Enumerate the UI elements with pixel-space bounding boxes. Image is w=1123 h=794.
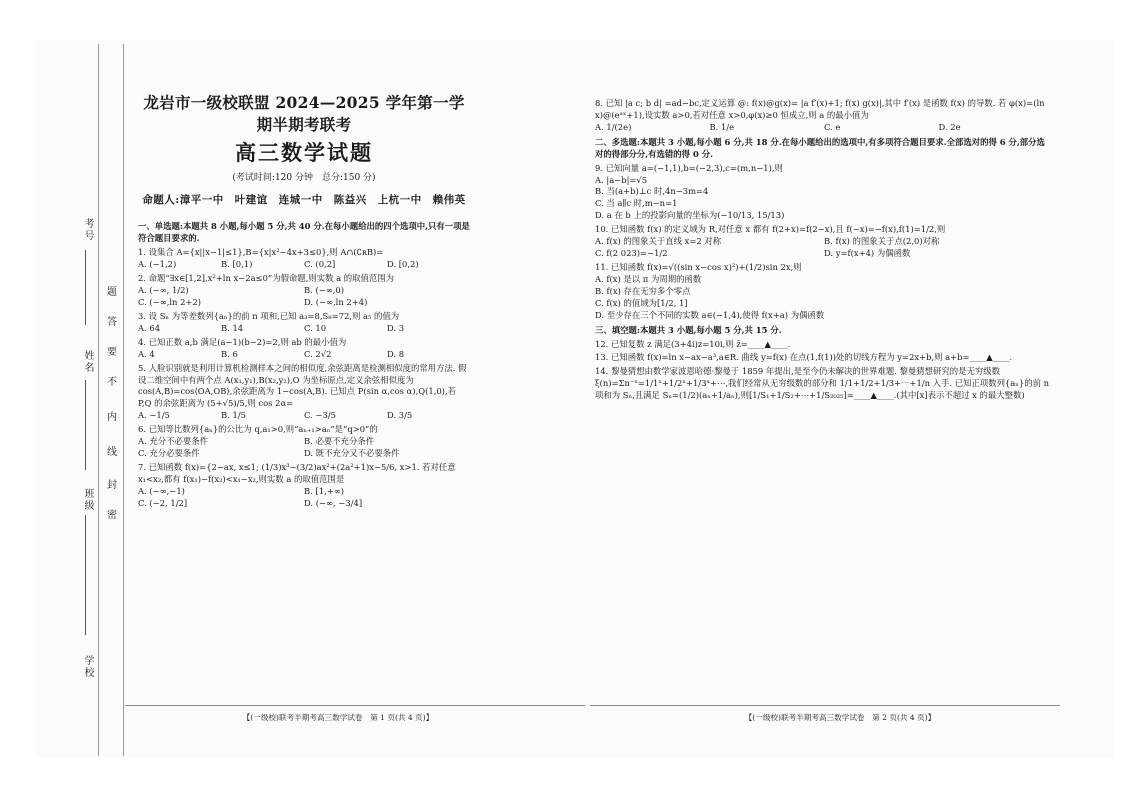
question-3 [138, 311, 470, 335]
question-stem: 5. 人脸识别就是利用计算机检测样本之间的相似度,余弦距离是检测相似度的常用方法. 假设二维空间中有两个点 A(x₁,y₁),B(x₂,y₂),O 为坐标原点,定义余弦相似度为 cos(A,B)=cos⟨OA,OB⟩,余弦距离为 1−cos(A,B). 已知点 P(sin α,cos α),Q(1,0),若 P,Q 的余弦距离为 (5+√5)/5,则 cos 2α= [138, 362, 467, 409]
question-stem: 2. 命题“∃x∈[1,2],x²+ln x−2a≤0”为假命题,则实数 a 的取值范围为 [138, 273, 395, 284]
page1-footer-rule [125, 705, 585, 706]
page2-footer: 【(一级校)联考半期考高三数学试卷 第 2 页(共 4 页)】 [744, 713, 936, 722]
option-b: B. 14 [221, 322, 244, 333]
option-row [138, 323, 470, 335]
option-c: C. e [824, 121, 841, 132]
question-14: 14. 黎曼猜想由数学家波恩哈德·黎曼于 1859 年提出,是至今仍未解决的世界难题. 黎曼猜想研究的是无穷级数 ξ(n)=Σn⁻ˣ=1/1ˣ+1/2ˣ+1/3ˣ+⋯,我们经常从无穷级数的部分和 1/1+1/2+1/3+⋯+1/n 入手. 已知正项数列{aₙ}的前 n 项和为 Sₙ,且满足 Sₙ=(1/2)(aₙ+1/aₙ),则[1/S₁+1/S₂+⋯+1/S₂₀₂₅]=____▲____.(其中[x]表示不超过 x 的最大整数) [595, 366, 1050, 401]
seal-char: 题 [107, 287, 117, 298]
option-c: C. 充分必要条件 [138, 448, 200, 459]
page-title: 高三数学试题 [235, 140, 373, 165]
seal-char: 内 [107, 412, 117, 423]
option-d: D. y=f(x+4) 为偶函数 [824, 248, 911, 259]
option-row [138, 285, 470, 309]
option-row [138, 486, 470, 510]
option-c: C. 2√2 [304, 348, 332, 359]
name-label: 姓名 [82, 350, 93, 374]
seal-char: 不 [107, 377, 117, 388]
option-b: B. [1,+∞) [304, 485, 344, 496]
page2-footer-rule [590, 705, 1060, 706]
question-9 [595, 163, 1053, 223]
option-b: B. [0,1) [221, 259, 253, 270]
question-5 [138, 363, 470, 423]
binding-line-outer [98, 44, 99, 756]
option-c: C. −3/5 [304, 410, 336, 421]
question-stem: 3. 设 Sₙ 为等差数列{aₙ}的前 n 项和,已知 a₃=8,S₈=72,则 a₅ 的值为 [138, 310, 400, 321]
option-a: A. |a−b|=√5 [595, 174, 648, 185]
question-stem: 8. 已知 |a c; b d| =ad−bc,定义运算 @: f(x)@g(x)= |a f′(x)+1; f(x) g(x)|,其中 f′(x) 是函数 f(x) 的导数. 若 φ(x)=(ln x)@(eᵃˣ+1),设实数 a>0,若对任意 x>0,φ(x)≥0 恒成立,则 a 的最小值为 [595, 98, 1045, 120]
option-d: D. 既不充分又不必要条件 [304, 448, 400, 459]
option-b: B. 必要不充分条件 [304, 436, 375, 447]
option-d: D. a 在 b 上的投影向量的坐标为(−10/13, 15/13) [595, 210, 785, 221]
question-stem: 7. 已知函数 f(x)={2−ax, x≤1; (1/3)x³−(3/2)ax²+(2a²+1)x−5/6, x>1. 若对任意 x₁<x₂,都有 f(x₁)−f(x₂)<x₁−x₂,则实数 a 的取值范围是 [138, 462, 456, 484]
option-c: C. 10 [304, 322, 327, 333]
page1-column [138, 92, 470, 510]
option-a: A. 1/(2e) [595, 121, 632, 132]
option-d: D. (−∞,ln 2+4) [304, 297, 368, 308]
question-7 [138, 462, 470, 510]
question-12: 12. 已知复数 z 满足(3+4i)z=10i,则 z̄=____▲____. [595, 338, 791, 349]
authors: 命题人:漳平一中 叶建谊 连城一中 陈益兴 上杭一中 赖伟英 [142, 193, 466, 206]
option-row [138, 349, 470, 361]
option-d: D. [0,2) [387, 259, 419, 270]
option-d: D. 8 [387, 348, 405, 359]
question-4 [138, 337, 470, 361]
question-stem: 1. 设集合 A={x||x−1|≤1},B={x|x²−4x+3≤0},则 A∩(∁ʀB)= [138, 247, 384, 258]
question-stem: 6. 已知等比数列{aₙ}的公比为 q,a₁>0,则“aₙ₊₁>aₙ”是“q>0”的 [138, 424, 378, 435]
school-label: 学校 [82, 655, 93, 679]
option-a: A. (−1,2) [138, 259, 177, 270]
option-a: A. 64 [138, 322, 161, 333]
binding-line-inner [123, 44, 124, 756]
class-blank [85, 515, 86, 635]
option-c: C. (−∞,ln 2+2) [138, 297, 202, 308]
question-stem: 9. 已知向量 a=(−1,1),b=(−2,3),c=(m,n−1),则 [595, 162, 783, 173]
option-d: D. 3 [387, 322, 405, 333]
question-1 [138, 247, 470, 271]
option-row [595, 122, 1053, 134]
option-b: B. 6 [221, 348, 238, 359]
option-d: D. 2e [938, 121, 961, 132]
option-row [595, 236, 1053, 260]
option-a: A. 4 [138, 348, 155, 359]
time-info: (考试时间:120 分钟 总分:150 分) [232, 172, 376, 183]
option-b: B. (−∞,0) [304, 285, 344, 296]
question-2 [138, 273, 470, 309]
exam-number-blank [85, 250, 86, 325]
section2-heading: 二、多选题:本题共 3 小题,每小题 6 分,共 18 分.在每小题给出的选项中,有多项符合题目要求.全部选对的得 6 分,部分选对的得部分分,有选错的得 0 分. [595, 136, 1045, 159]
section3-heading: 三、填空题:本题共 3 小题,每小题 5 分,共 15 分. [595, 324, 782, 335]
question-stem: 10. 已知函数 f(x) 的定义域为 R,对任意 x 都有 f(2+x)=f(2−x),且 f(−x)=−f(x),f(1)=1/2,则 [595, 224, 946, 235]
name-blank [85, 380, 86, 470]
page2-column [595, 96, 1053, 402]
option-c: C. 当 a∥c 时,m−n=1 [595, 198, 678, 209]
page1-footer: 【(一级校)联考半期考高三数学试卷 第 1 页(共 4 页)】 [242, 713, 434, 722]
option-a: A. (−∞,−1) [138, 485, 185, 496]
question-11 [595, 262, 1053, 322]
option-row [138, 436, 470, 460]
option-a: A. 充分不必要条件 [138, 436, 208, 447]
option-row [138, 410, 470, 422]
option-a: A. (−∞, 1/2) [138, 285, 189, 296]
option-row [138, 259, 470, 271]
option-b: B. 1/5 [221, 410, 246, 421]
option-d: D. 3/5 [387, 410, 413, 421]
option-b: B. 1/e [709, 121, 735, 132]
seal-char: 线 [107, 447, 117, 458]
option-d: D. 至少存在三个不同的实数 a∈(−1,4),使得 f(x+a) 为偶函数 [595, 309, 825, 320]
option-d: D. (−∞, −3/4] [304, 497, 363, 508]
seal-char: 答 [107, 317, 117, 328]
section1-heading: 一、单选题:本题共 8 小题,每小题 5 分,共 40 分.在每小题给出的四个选项中,只有一项是符合题目要求的. [138, 221, 470, 244]
seal-char: 封 [107, 480, 117, 491]
option-c: C. f(2 023)=−1/2 [595, 248, 668, 259]
option-c: C. f(x) 的值域为[1/2, 1] [595, 297, 688, 308]
option-a: A. −1/5 [138, 410, 170, 421]
option-b: B. f(x) 存在无穷多个零点 [595, 285, 691, 296]
option-c: C. (−2, 1/2] [138, 497, 188, 508]
option-c: C. (0,2] [304, 259, 336, 270]
question-stem: 11. 已知函数 f(x)=√((sin x−cos x)²)+(1/2)sin 2x,则 [595, 261, 802, 272]
question-6 [138, 424, 470, 460]
exam-number-label: 考号 [82, 218, 93, 242]
option-b: B. f(x) 的图象关于点(2,0)对称 [824, 236, 940, 247]
seal-char: 密 [107, 510, 117, 521]
question-13: 13. 已知函数 f(x)=ln x−ax−a³,a∈R. 曲线 y=f(x) 在点(1,f(1))处的切线方程为 y=2x+b,则 a+b=____▲____. [595, 352, 1013, 363]
school-line: 龙岩市一级校联盟 2024—2025 学年第一学期半期考联考 [143, 93, 465, 134]
question-10 [595, 224, 1053, 260]
option-a: A. f(x) 是以 π 为周期的函数 [595, 273, 702, 284]
seal-char: 要 [107, 347, 117, 358]
question-8 [595, 98, 1053, 134]
option-a: A. f(x) 的图象关于直线 x=2 对称 [595, 236, 722, 247]
option-b: B. 当(a+b)⊥c 时,4n−3m=4 [595, 186, 709, 197]
question-stem: 4. 已知正数 a,b 满足(a−1)(b−2)=2,则 ab 的最小值为 [138, 336, 347, 347]
class-label: 班级 [82, 488, 93, 512]
